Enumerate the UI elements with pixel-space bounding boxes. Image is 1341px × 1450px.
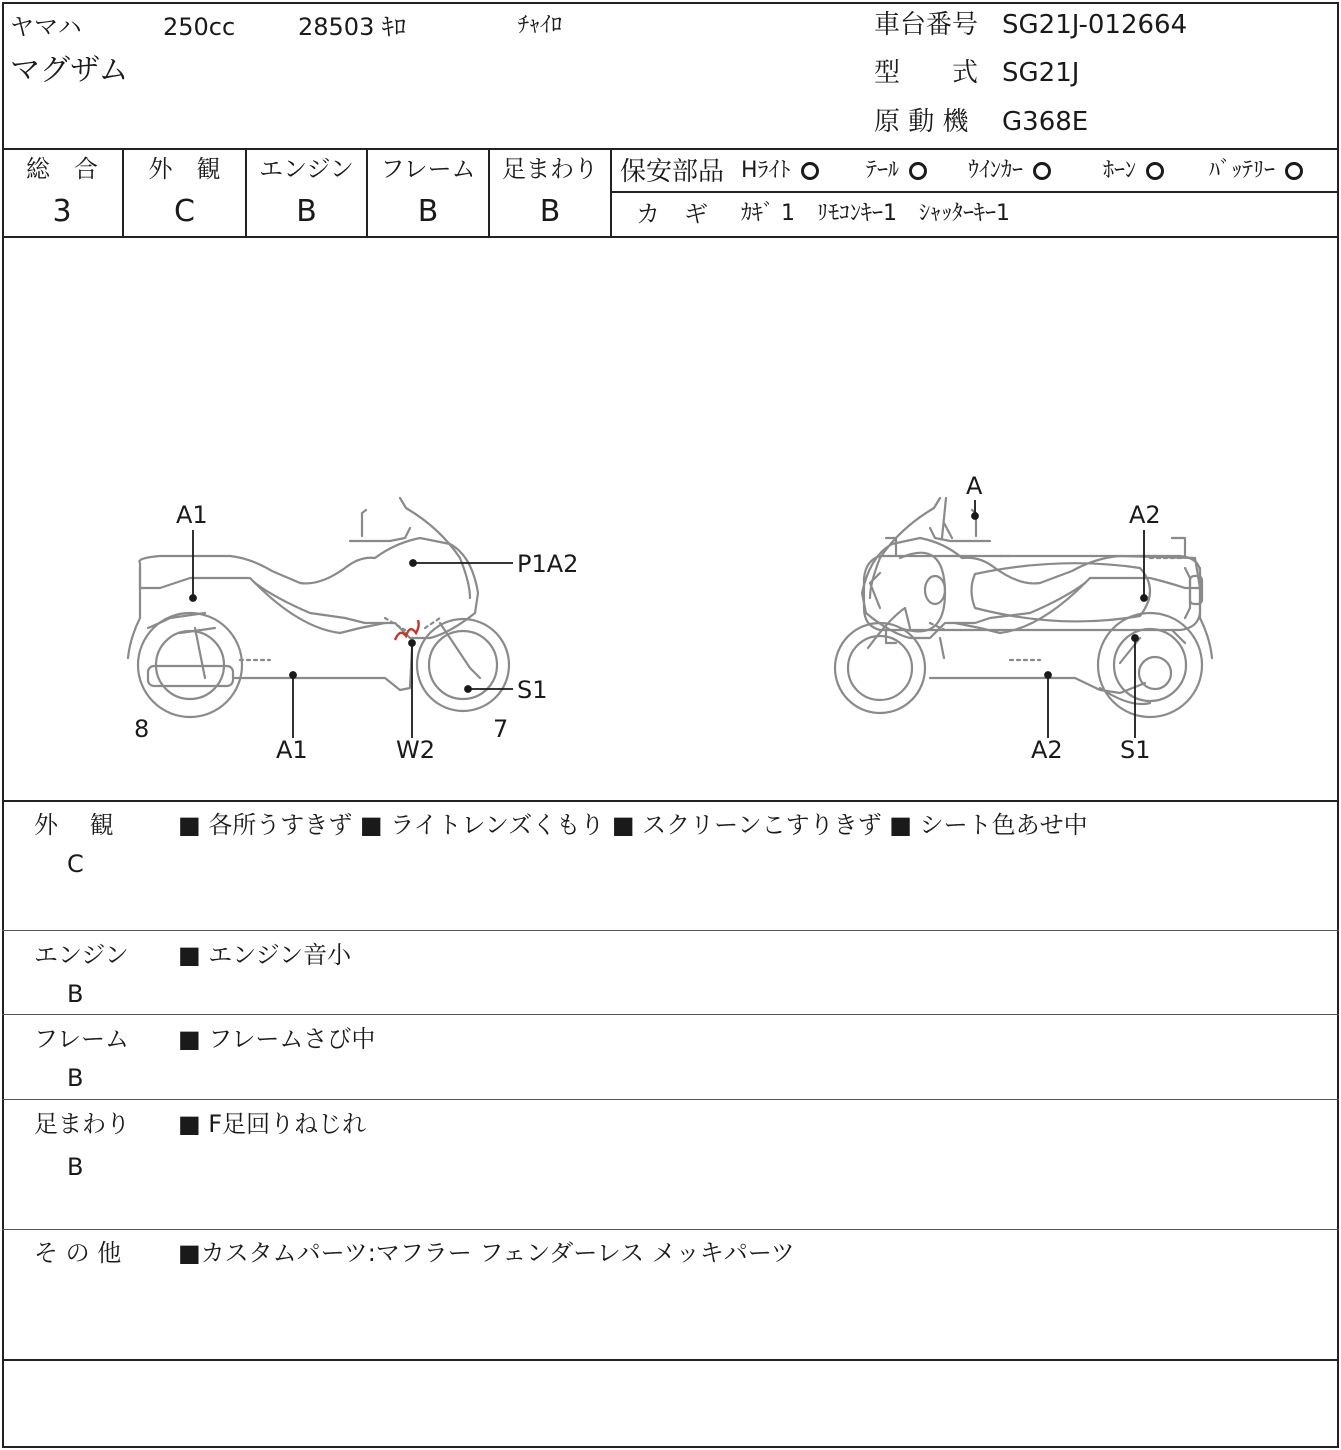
- safety-item-horn: [1103, 160, 1164, 182]
- section-text: ■ フレームさび中: [178, 1025, 376, 1053]
- engine-model-label: 原 動 機: [874, 107, 969, 137]
- label-a: A: [966, 472, 983, 500]
- section-text: ■ 各所うすきず ■ ライトレンズくもり ■ スクリーンこすりきず ■ シート色あせ中: [178, 811, 1088, 839]
- section-label: エンジン: [34, 941, 129, 969]
- section-grade: B: [67, 1064, 84, 1092]
- ok-circle-icon: [1146, 162, 1164, 180]
- section-grade: C: [67, 850, 84, 878]
- type-value: SG21J: [1002, 58, 1080, 88]
- suspension-grade-value: B: [539, 194, 561, 229]
- damage-diagram: [0, 238, 1341, 800]
- safety-label: 保安部品: [620, 157, 725, 187]
- section-label: 外 観: [34, 811, 114, 839]
- safety-item-label: Hﾗｲﾄ: [741, 158, 791, 183]
- overall-value: 3: [52, 194, 72, 229]
- label-8: 8: [134, 715, 150, 743]
- label-s1-left: S1: [517, 676, 548, 704]
- section-divider: [2, 1229, 1339, 1230]
- section-divider: [2, 930, 1339, 931]
- keys-value: ｶｷﾞ 1 ﾘﾓｺﾝｷｰ1 ｼｬｯﾀｰｷｰ1: [741, 201, 1010, 226]
- section-text: ■ F足回りねじれ: [178, 1110, 367, 1138]
- frame-grade-label: フレーム: [380, 155, 476, 183]
- safety-item-winker: [968, 160, 1051, 182]
- section-text: ■ エンジン音小: [178, 941, 352, 969]
- frame-grade-value: B: [417, 194, 439, 229]
- engine-grade-label: エンジン: [259, 155, 354, 183]
- section-grade: B: [67, 980, 84, 1008]
- mileage: 28503 ｷﾛ: [298, 13, 406, 41]
- section-label: そ の 他: [34, 1239, 122, 1267]
- safety-item-label: ﾃｰﾙ: [866, 158, 900, 183]
- scooter-right-view: [835, 498, 1212, 717]
- exterior-label: 外 観: [148, 155, 221, 183]
- label-a2-top: A2: [1129, 501, 1161, 529]
- section-divider: [2, 1014, 1339, 1015]
- label-w2: W2: [396, 736, 435, 764]
- exterior-value: C: [174, 194, 195, 229]
- section-grade: B: [67, 1153, 84, 1181]
- ok-circle-icon: [1285, 162, 1303, 180]
- keys-label: カ ギ: [636, 200, 708, 228]
- label-a2-bottom: A2: [1031, 736, 1063, 764]
- label-s1-right: S1: [1120, 736, 1151, 764]
- model-name: マグザム: [10, 53, 129, 88]
- border-bottom: [2, 1446, 1339, 1448]
- type-label: 型 式: [874, 58, 979, 88]
- safety-item-tail: [866, 160, 927, 182]
- label-a1-bottom: A1: [276, 736, 308, 764]
- safety-item-headlight: [741, 160, 819, 182]
- safety-item-label: ｳｲﾝｶｰ: [968, 158, 1024, 183]
- border-top: [2, 2, 1339, 4]
- ok-circle-icon: [1033, 162, 1051, 180]
- section-label: フレーム: [34, 1025, 130, 1053]
- section-divider: [2, 1359, 1339, 1361]
- color: ﾁｬｲﾛ: [518, 13, 563, 38]
- engine-grade-value: B: [296, 194, 317, 229]
- label-p1a2: P1A2: [517, 550, 579, 578]
- safety-divider: [612, 191, 1337, 193]
- diagram-divider: [2, 800, 1339, 802]
- overall-label: 総 合: [26, 155, 98, 183]
- ok-circle-icon: [801, 162, 819, 180]
- chassis-label: 車台番号: [874, 10, 979, 40]
- chassis-value: SG21J-012664: [1002, 10, 1188, 40]
- label-a1-top: A1: [176, 501, 208, 529]
- suspension-grade-label: 足まわり: [502, 155, 598, 183]
- safety-item-label: ﾎｰﾝ: [1103, 158, 1137, 183]
- section-text: ■カスタムパーツ:マフラー フェンダーレス メッキパーツ: [178, 1239, 795, 1267]
- ok-circle-icon: [909, 162, 927, 180]
- safety-item-battery: [1209, 160, 1303, 182]
- section-label: 足まわり: [34, 1110, 130, 1138]
- safety-item-label: ﾊﾞｯﾃﾘｰ: [1209, 158, 1276, 183]
- maker: ヤマハ: [10, 13, 82, 41]
- header-divider: [2, 148, 1339, 150]
- section-divider: [2, 1099, 1339, 1100]
- scooter-left-view: [128, 498, 509, 717]
- displacement: 250cc: [163, 13, 236, 41]
- label-7: 7: [493, 715, 509, 743]
- engine-model-value: G368E: [1002, 107, 1089, 137]
